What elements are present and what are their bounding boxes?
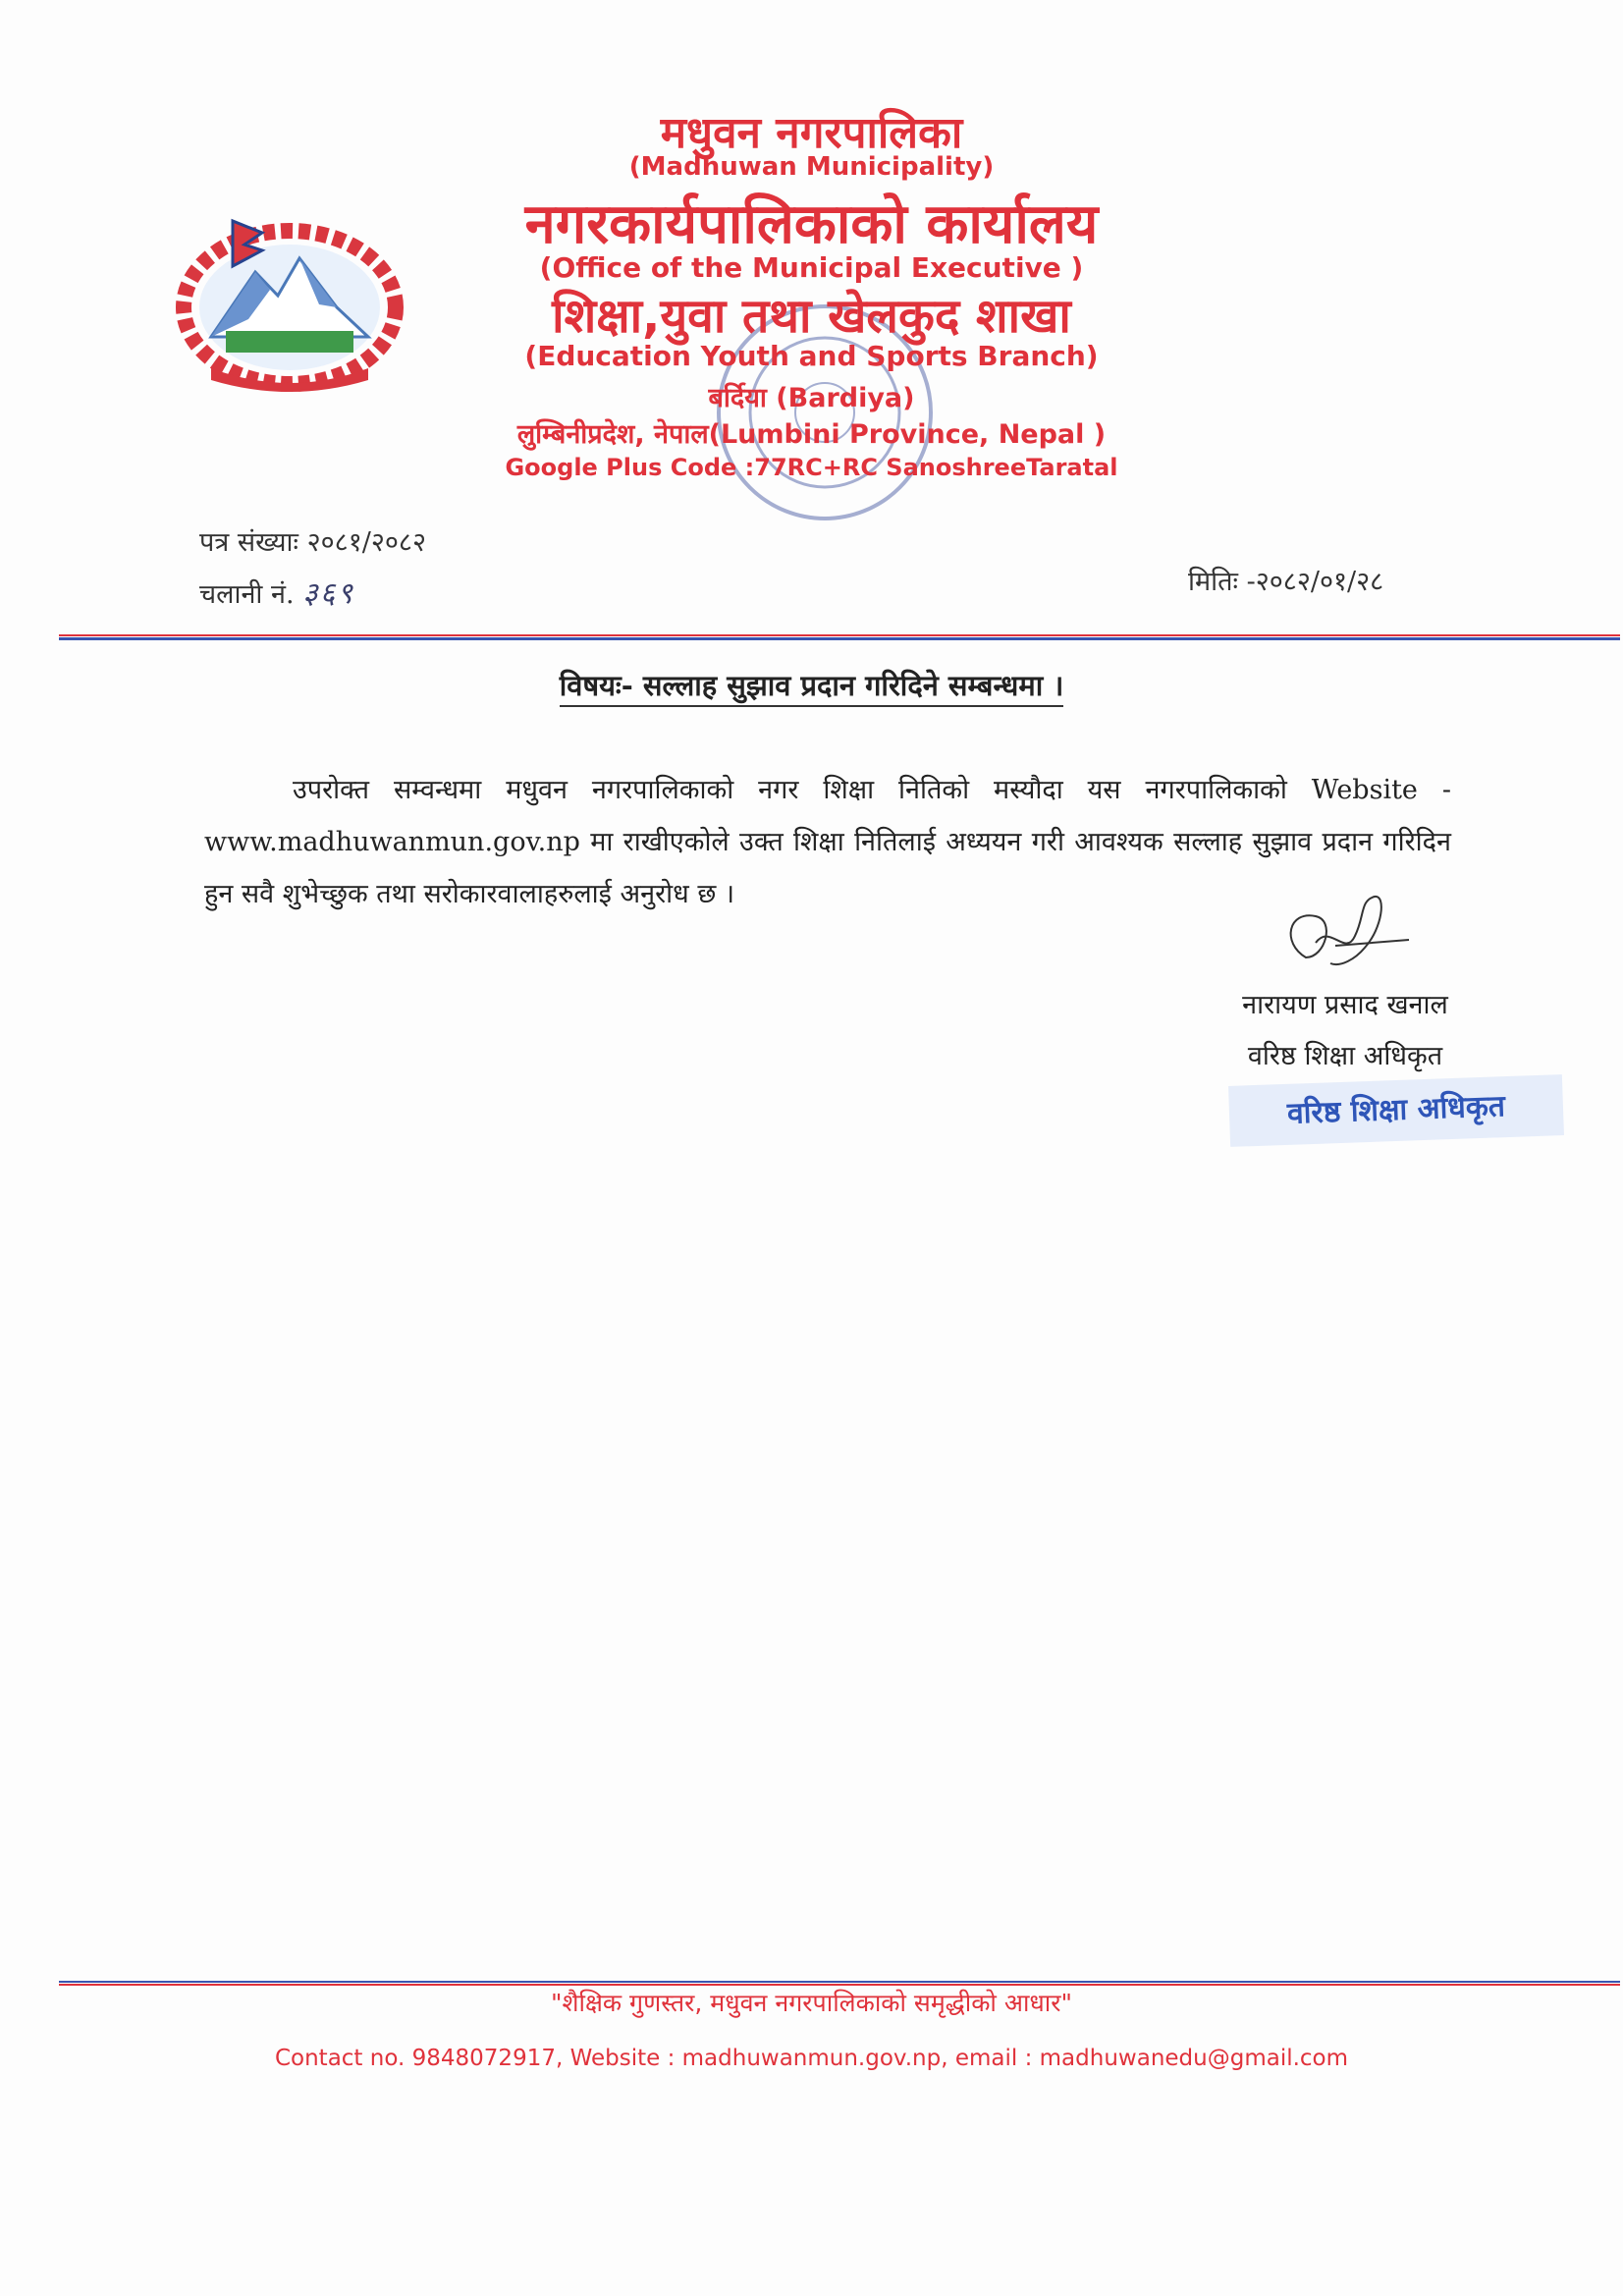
office-name-np: नगरकार्यपालिकाको कार्यालय (524, 192, 1099, 256)
footer-motto: "शैक्षिक गुणस्तर, मधुवन नगरपालिकाको समृद्धीको आधार" (551, 1989, 1072, 2017)
municipality-name-np: मधुवन नगरपालिका (660, 108, 963, 158)
dispatch-number-value: ३६९ (302, 576, 354, 611)
designation-stamp (1228, 1074, 1564, 1147)
signatory-designation: वरिष्ठ शिक्षा अधिकृत (1247, 1041, 1443, 1071)
letter-number-value: २०८१/२०८२ (306, 527, 426, 558)
branch-name-en: (Education Youth and Sports Branch) (524, 340, 1099, 372)
letter-date (1188, 562, 1383, 598)
dispatch-number-label: चलानी नं. (199, 579, 295, 610)
header-divider (59, 634, 1620, 640)
letter-number-label: पत्र संख्याः (199, 527, 298, 558)
stamp-text: वरिष्ठ शिक्षा अधिकृत (1286, 1089, 1506, 1131)
municipality-name-en: (Madhuwan Municipality) (628, 152, 995, 182)
subject-line (0, 666, 1623, 704)
footer-contact: Contact no. 9848072917, Website : madhuwanmun.gov.np, email : madhuwanedu@gmail.com (274, 2046, 1349, 2071)
signature-icon (1276, 889, 1424, 977)
date-value: -२०८२/०१/२८ (1246, 567, 1384, 597)
plus-code-line: Google Plus Code :77RC+RC SanoshreeTaratal (505, 454, 1118, 481)
letter-number (199, 522, 426, 559)
signatory-name: नारायण प्रसाद खनाल (1242, 990, 1448, 1020)
district-line: बर्दिया (Bardiya) (708, 383, 915, 413)
subject-text: विषयः- सल्लाह सुझाव प्रदान गरिदिने सम्बन्धमा । (560, 669, 1064, 707)
letter-body: उपरोक्त सम्वन्धमा मधुवन नगरपालिकाको नगर शिक्षा नितिको मस्यौदा यस नगरपालिकाको Website - www.madhuwanmun.gov.np मा राखीएकोले उक्त शिक्षा नितिलाई अध्ययन गरी आवश्यक सल्लाह सुझाव प्रदान गरिदिन हुन सवै शुभेच्छुक तथा सरोकारवालाहरुलाई अनुरोध छ । (204, 775, 1451, 909)
branch-name-np: शिक्षा,युवा तथा खेलकुद शाखा (552, 289, 1071, 344)
office-name-en: (Office of the Municipal Executive ) (539, 251, 1084, 284)
dispatch-number (199, 572, 354, 612)
province-line: लुम्बिनीप्रदेश, नेपाल(Lumbini Province, Nepal ) (516, 419, 1107, 450)
date-label: मितिः (1188, 567, 1238, 597)
